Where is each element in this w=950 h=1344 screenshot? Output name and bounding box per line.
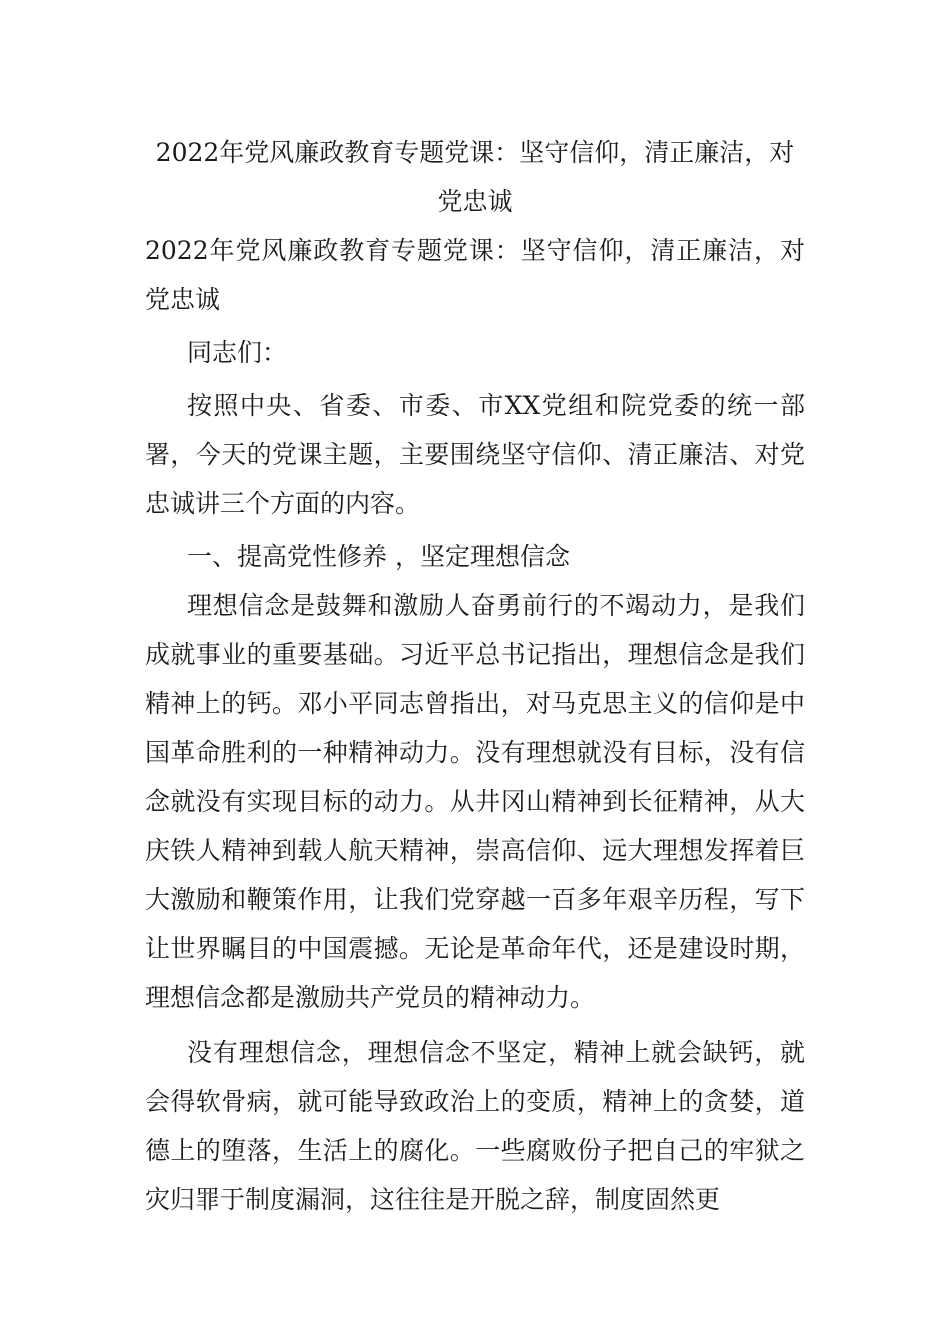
body-paragraph-2: 没有理想信念，理想信念不坚定，精神上就会缺钙，就会得软骨病，就可能导致政治上的变质，精神上的贪婪，道德上的堕落，生活上的腐化。一些腐败份子把自己的牢狱之灾归罪于制度漏洞，这往往是开脱之辞，制度固然更 (145, 1038, 805, 1214)
salutation: 同志们： (187, 338, 288, 367)
document-title: 2022年党风廉政教育专题党课：坚守信仰，清正廉洁，对党忠诚 (155, 138, 795, 216)
section-heading-1: 一、提高党性修养 ，坚定理想信念 (187, 542, 570, 571)
body-paragraph-1: 理想信念是鼓舞和激励人奋勇前行的不竭动力，是我们成就事业的重要基础。习近平总书记指出，理想信念是我们精神上的钙。邓小平同志曾指出，对马克思主义的信仰是中国革命胜利的一种精神动力。没有理想就没有目标，没有信念就没有实现目标的动力。从井冈山精神到长征精神，从大庆铁人精神到载人航天精神，崇高信仰、远大理想发挥着巨大激励和鞭策作用，让我们党穿越一百多年艰辛历程，写下让世界瞩目的中国震撼。无论是革命年代，还是建设时期，理想信念都是激励共产党员的精神动力。 (145, 591, 805, 1012)
document-subtitle: 2022年党风廉政教育专题党课：坚守信仰，清正廉洁，对党忠诚 (145, 236, 805, 314)
intro-paragraph: 按照中央、省委、市委、市XX党组和院党委的统一部署，今天的党课主题，主要围绕坚守信仰、清正廉洁、对党忠诚讲三个方面的内容。 (145, 391, 805, 518)
document-page (145, 128, 805, 1224)
